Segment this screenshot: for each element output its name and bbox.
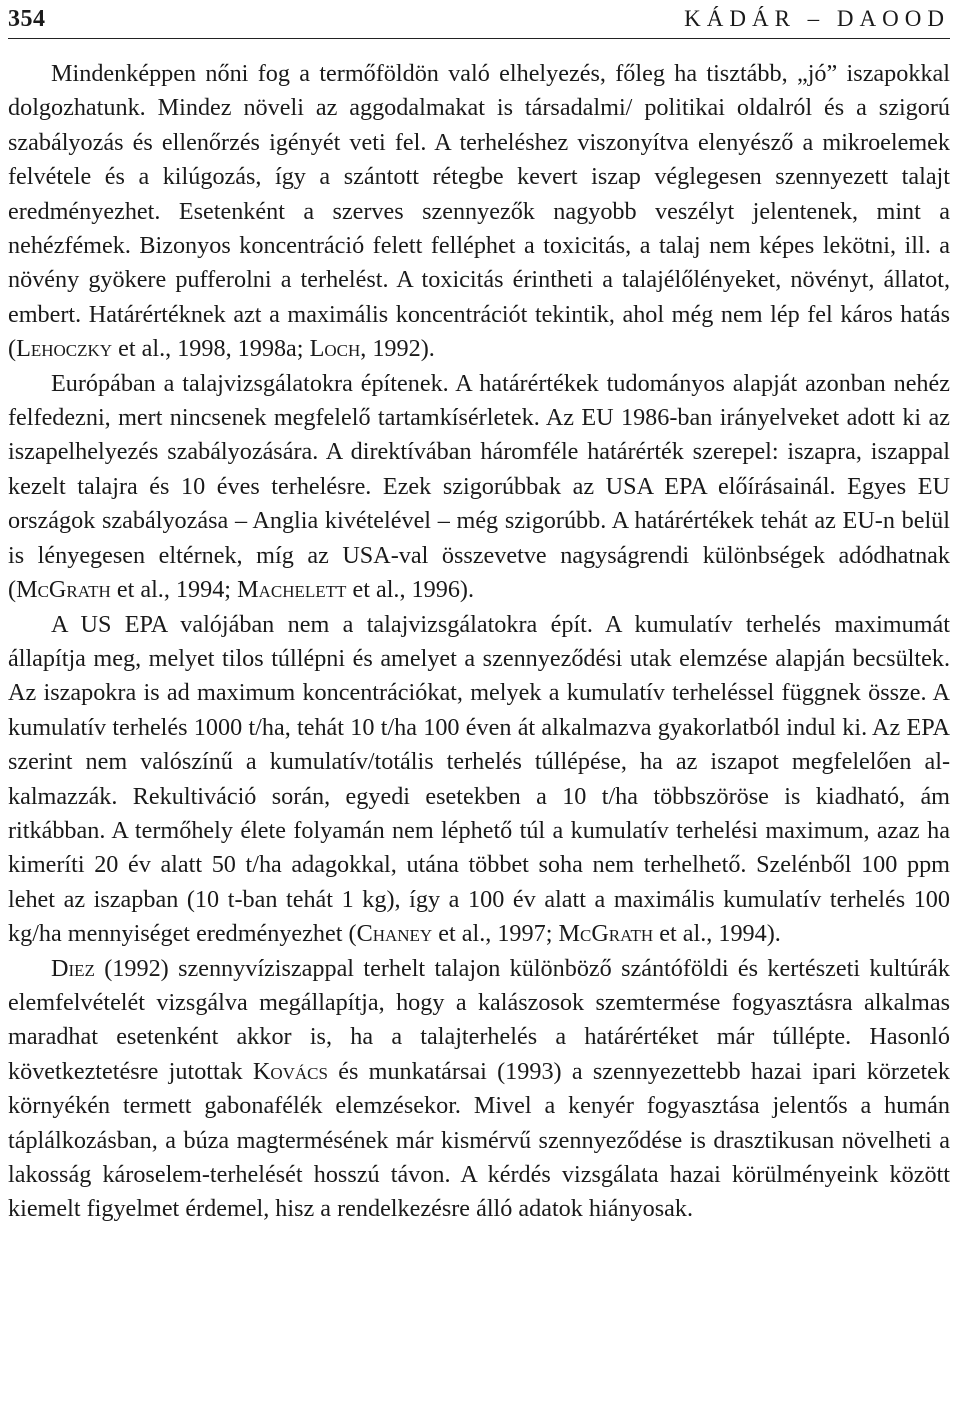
text-run: et al., 1994).	[653, 920, 781, 948]
text-run: és munkatársai (1993) a szennyezettebb hazai ipari körzetek környékén termett gabonafélék elemzésekor. Mivel a kenyér fogyasztása jelentős a humán táplálkozásban, a búza magtermésének már kismérvű szennyeződése is drasztikusan növelheti a lakosság károselem-terhelését hosszú távon. A kérdés vizsgálata hazai körülményeink között kiemelt figyelmet érdemel, hisz a rendelkezésre álló adatok hiányosak.	[8, 1057, 950, 1223]
paragraph	[8, 57, 950, 367]
author-name: Machelett	[237, 576, 347, 604]
body-text	[8, 57, 950, 1227]
running-head: KÁDÁR – DAOOD	[684, 6, 950, 31]
text-run: et al., 1998, 1998a;	[112, 335, 310, 363]
author-name: Diez	[51, 954, 95, 982]
author-name: Loch	[309, 335, 361, 363]
page-number: 354	[8, 6, 46, 32]
paragraph	[8, 952, 950, 1227]
author-name: McGrath	[16, 576, 111, 604]
paragraph	[8, 608, 950, 952]
text-run: (1992) szennyvíziszappal terhelt talajon különböző szántóföldi és kertészeti kultúrák elemfelvételét vizsgálva megállapítja, hogy a kalászosok szemtermése fogyasztásra alkalmas maradhat esetenként akkor is, ha a talajterhelés a határértéket már túllépte. Hasonló következtetésre jutottak	[8, 954, 950, 1085]
text-run: Mindenképpen nőni fog a termőföldön való elhelyezés, főleg ha tisztább, „jó” iszapokkal dolgozhatunk. Mindez növeli az aggodalmakat is társadalmi/ politikai oldalról és a szigorú szabályozás és ellenőrzés igényét veti fel. A terheléshez viszonyítva elenyésző a mikroelemek felvétele és a kilúgozás, így a szántott rétegbe kevert iszap véglegesen szennyezett talajt eredményezhet. Esetenként a szerves szennyezők nagyobb veszélyt jelentenek, mint a nehézfémek. Bizonyos koncentráció felett felléphet a toxicitás, a talaj nem képes lekötni, ill. a növény gyökere pufferolni a terhelést. A toxicitás érintheti a talajélőlényeket, növényt, állatot, embert. Határértéknek azt a maximális koncentrációt tekintik, ahol még nem lép fel káros hatás (	[8, 60, 950, 363]
text-run: et al., 1994;	[110, 576, 238, 604]
author-name: Chaney	[356, 920, 433, 948]
text-run: A US EPA valójában nem a talajvizsgálatokra épít. A kumulatív terhelés maximumát állapítja meg, melyet tilos túllépni és amelyet a szennyeződési utak elemzése alapján becsültek. Az iszapokra is ad maximum koncentrációkat, melyek a kumulatív terheléssel függnek össze. A kumulatív terhelés 1000 t/ha, tehát 10 t/ha 100 éven át alkalmazva gyakorlatból indul ki. Az EPA szerint nem valószínű a kumulatív/totális terhelés túllépése, ha az iszapot megfelelően alkalmazzák. Rekultiváció során, egyedi esetekben a 10 t/ha többszöröse is kiadható, ám ritkábban. A termőhely élete folyamán nem léphető túl a kumulatív terhelési maximum, azaz ha kimeríti 20 év alatt 50 t/ha adagokkal, utána többet soha nem terhelhető. Szelénből 100 ppm lehet az iszapban (10 t-ban tehát 1 kg), így a 100 év alatt a maximális kumulatív terhelés 100 kg/ha mennyiséget eredményezhet (	[8, 610, 950, 948]
author-name: McGrath	[558, 920, 654, 948]
text-run: et al., 1997;	[432, 920, 559, 948]
text-run: , 1992).	[360, 335, 435, 363]
paragraph	[8, 367, 950, 608]
author-name: Kovács	[252, 1057, 328, 1085]
text-run: Európában a talajvizsgálatokra építenek. A határértékek tudományos alapját azonban nehéz felfedezni, mert nincsenek megfelelő tartamkísérletek. Az EU 1986-ban irányelveket adott ki az iszapelhelyezés szabályozására. A direktívában háromféle határérték szerepel: iszapra, iszappal kezelt talajra és 10 éves terhelésre. Ezek szigorúbbak az USA EPA előírásainál. Egyes EU országok szabályozása – Anglia kivételével – még szigorúbb. A határértékek tehát az EU-n belül is lényegesen eltérnek, míg az USA-val összevetve nagyságrendi különbségek adódhatnak (	[8, 369, 950, 604]
author-name: Lehoczky	[16, 335, 113, 363]
text-run: et al., 1996).	[346, 576, 475, 604]
page-header	[8, 4, 950, 39]
